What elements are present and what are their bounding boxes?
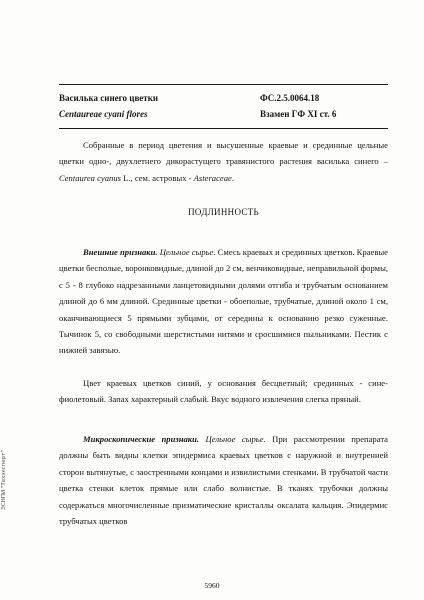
external-label: Внешние признаки. bbox=[83, 247, 158, 257]
monograph-code: ФС.2.5.0064.18 bbox=[260, 93, 320, 103]
intro-text-1: Собранные в период цветения и высушенные краевые и срединные цельные цветки одно-, двухлетнего дикорастущего травянистого растения василька синего – bbox=[59, 140, 388, 167]
section-heading: ПОДЛИННОСТЬ bbox=[188, 207, 259, 217]
external-signs-paragraph bbox=[59, 244, 388, 359]
header-bottom-rule bbox=[59, 128, 388, 129]
title-russian: Василька синего цветки bbox=[59, 93, 159, 103]
color-paragraph bbox=[59, 375, 388, 408]
page-number: 5960 bbox=[204, 581, 220, 590]
intro-paragraph bbox=[59, 137, 388, 186]
external-text: Смесь краевых и срединных цветков. Краевые цветки бесполые, воронковидные, длиной до 2 см, венчиковидные, неправильной формы, с 5 - 8 глубоко надрезанными ланцетовидными долями отгиба и трубчатым основанием длиной до 6 мм длиной. Срединные цветки - обоеполые, трубчатые, длиной около 1 см, оканчивающиеся 5 прямыми зубцами, от середины к основанию резко суженные. Тычинок 5, со свободными шерстистыми нитями и сросшимися пыльниками. Пестик с нижней завязью. bbox=[59, 247, 388, 356]
header-top-rule bbox=[59, 84, 388, 85]
microscopic-paragraph bbox=[59, 431, 388, 529]
intro-family: Asteraceae bbox=[193, 172, 232, 183]
microscopic-sublabel: Цельное сырье. bbox=[205, 434, 266, 444]
external-sublabel: Цельное сырье. bbox=[159, 247, 216, 257]
side-stamp: ЭСНПИ "Техэксперт" bbox=[1, 450, 7, 510]
microscopic-text: При рассмотрении препарата должны быть видны клетки эпидермиса краевых цветков с наружной и внутренней сторон вытянутые, с заостренными концами и извилистыми стенками. В трубчатой части цветка стенки клеток прямые или слабо волнистые. В тканях трубочки должны содержаться многочисленные призматические кристаллы оксалата кальция. Эпидермис трубчатых цветков bbox=[59, 434, 388, 527]
replaces-note: Взамен ГФ XI ст. 6 bbox=[260, 109, 337, 119]
title-latin: Centaureae cyani flores bbox=[59, 109, 148, 119]
intro-text-2: L., сем. астровых - bbox=[120, 172, 194, 183]
intro-species: Centaurea cyanus bbox=[59, 172, 121, 183]
intro-text-3: . bbox=[231, 172, 235, 183]
color-text: Цвет краевых цветков синий, у основания бесцветный; срединных - сине-фиолетовый. Запах характерный слабый. Вкус водного извлечения слегка пряный. bbox=[59, 378, 388, 405]
microscopic-label: Микроскопические признаки. bbox=[83, 434, 200, 444]
